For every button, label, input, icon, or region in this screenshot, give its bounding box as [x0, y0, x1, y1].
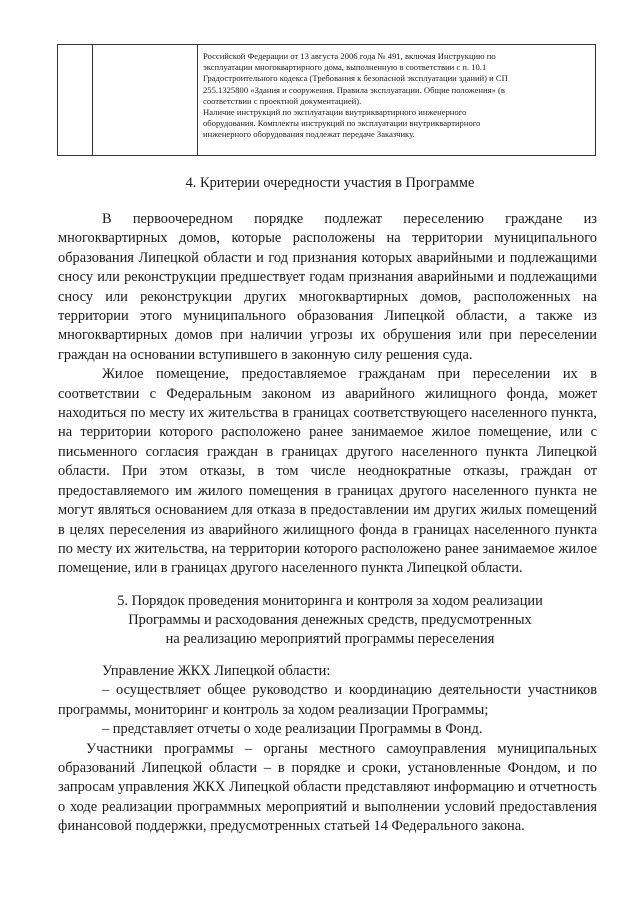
table-line: Наличие инструкций по эксплуатации внутриквартирного инженерного	[203, 107, 467, 118]
section-4-body	[58, 210, 597, 579]
table-line: инженерного оборудования подлежат передаче Заказчику.	[203, 129, 415, 140]
heading-line: 5. Порядок проведения мониторинга и контроля за ходом реализации	[117, 593, 543, 609]
paragraph: Управление ЖКХ Липецкой области:	[102, 663, 331, 679]
table-line: оборудования. Комплекты инструкций по эксплуатации внутриквартирного	[203, 118, 481, 129]
heading-line: Программы и расходования денежных средств, предусмотренных	[128, 612, 532, 628]
table-cell-number	[58, 45, 93, 155]
table-line: соответствии с проектной документацией).	[203, 95, 362, 106]
paragraph: Жилое помещение, предоставляемое гражданам при переселении их в соответствии с Федеральным законом из аварийного жилищного фонда, может находиться по месту их жительства в границах соответствующего населенного пункта, на территории которого расположено ранее занимаемое жилое помещение, или с письменного согласия граждан в границах другого населенного пункта Липецкой области. При этом отказы, в том числе неоднократные отказы, граждан от предоставляемого им жилого помещения в границах другого населенного пункта не могут являться основанием для отказа в предоставлении им других жилых помещений в целях переселения из аварийного жилищного фонда в границах населенного пункта по месту их жительства, на территории которого расположено ранее занимаемое жилое помещение, или в границах другого населенного пункта Липецкой области.	[58, 366, 597, 577]
table-line: 255.1325800 «Здания и сооружения. Правила эксплуатации. Общие положения» (в	[203, 84, 505, 95]
list-item: – осуществляет общее руководство и координацию деятельности участников программы, мониторинг и контроль за ходом реализации Программы;	[58, 682, 597, 718]
table-line: Градостроительного кодекса (Требования к безопасной эксплуатации зданий) и СП	[203, 73, 508, 84]
table-cell-requirements	[198, 45, 595, 155]
table-cell-name	[93, 45, 198, 155]
section-5-heading	[60, 592, 600, 649]
table-line: Российской Федерации от 13 августа 2006 года № 491, включая Инструкцию по	[203, 51, 496, 61]
section-5-body	[58, 662, 597, 837]
requirements-table-row	[57, 44, 596, 156]
paragraph: Участники программы – органы местного самоуправления муниципальных образований Липецкой области – в порядке и сроки, установленные Фондом, и по запросам управления ЖКХ Липецкой области представляют информацию и отчетность о ходе реализации программных мероприятий и выполнении условий предоставления финансовой поддержки, предусмотренных статьей 14 Федерального закона.	[58, 740, 597, 835]
section-4-heading: 4. Критерии очередности участия в Программе	[185, 175, 475, 191]
list-item: – представляет отчеты о ходе реализации Программы в Фонд.	[102, 721, 483, 738]
paragraph: В первоочередном порядке подлежат переселению граждане из многоквартирных домов, которые расположены на территории муниципального образования Липецкой области и год признания которых аварийными и подлежащими сносу или реконструкции предшествует годам признания аварийными и подлежащими сносу или реконструкции других многоквартирных домов, расположенных на территории этого муниципального образования Липецкой области, а также из многоквартирных домов при наличии угрозы их обрушения или при переселении граждан на основании вступившего в законную силу решения суда.	[58, 211, 597, 363]
heading-line: на реализацию мероприятий программы переселения	[165, 631, 495, 647]
table-line: эксплуатации многоквартирного дома, выполненную в соответствии с п. 10.1	[203, 62, 487, 73]
